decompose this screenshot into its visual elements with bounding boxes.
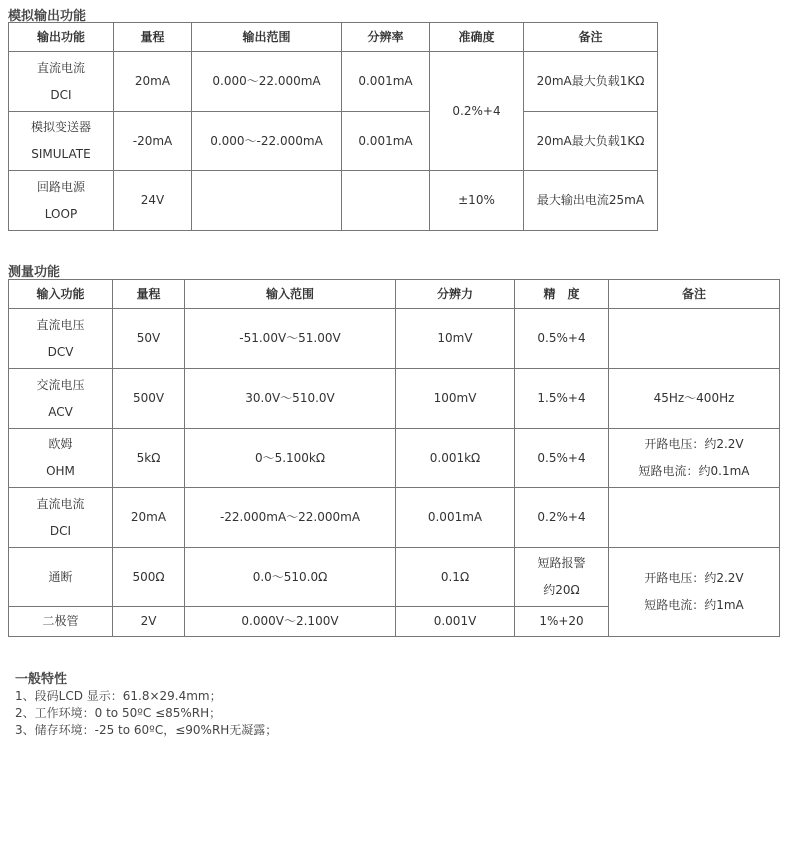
note-line: 开路电压：约2.2V <box>644 437 744 451</box>
column-header: 量程 <box>113 280 185 309</box>
column-header: 量程 <box>114 23 192 52</box>
function-name: 通断 <box>48 569 73 584</box>
note-line: 开路电压：约2.2V <box>644 571 744 585</box>
input-range-cell: -22.000mA～22.000mA <box>185 488 396 548</box>
general-title: 一般特性 <box>15 672 68 687</box>
function-cell <box>9 171 114 231</box>
general-item: 1、段码LCD 显示：61.8×29.4mm； <box>15 689 222 703</box>
note-cell <box>609 429 780 488</box>
input-range-cell: 30.0V～510.0V <box>185 369 396 429</box>
table-row <box>9 488 780 548</box>
column-header: 备注 <box>524 23 658 52</box>
function-code: DCV <box>47 344 74 359</box>
table-row <box>9 369 780 429</box>
note-line: 短路电流：约0.1mA <box>638 464 750 478</box>
column-header: 输入范围 <box>185 280 396 309</box>
input-range-cell: 0.000V～2.100V <box>185 607 396 637</box>
range-cell: 500V <box>113 369 185 429</box>
column-header: 输出范围 <box>192 23 342 52</box>
column-header: 分辨率 <box>342 23 430 52</box>
output-section-title: 模拟输出功能 <box>8 9 87 24</box>
note-cell: 最大输出电流25mA <box>524 171 658 231</box>
table-header-row <box>9 280 780 309</box>
resolution-cell: 100mV <box>396 369 515 429</box>
range-cell: 50V <box>113 309 185 369</box>
measure-spec-table <box>8 279 780 637</box>
input-range-cell: 0.0～510.0Ω <box>185 548 396 607</box>
table-row <box>9 309 780 369</box>
function-name: 交流电压 <box>36 377 85 392</box>
output-range-cell: 0.000～22.000mA <box>192 52 342 112</box>
range-cell: 24V <box>114 171 192 231</box>
accuracy-cell: 1.5%+4 <box>515 369 609 429</box>
function-cell <box>9 309 113 369</box>
function-code: SIMULATE <box>31 147 91 161</box>
table-header-row <box>9 23 658 52</box>
general-item: 3、储存环境：-25 to 60ºC，≤90%RH无凝露； <box>15 723 278 737</box>
note-cell <box>609 488 780 548</box>
resolution-cell: 10mV <box>396 309 515 369</box>
output-range-cell: 0.000～-22.000mA <box>192 112 342 171</box>
table-row <box>9 52 658 112</box>
measure-section-title: 测量功能 <box>8 265 61 280</box>
accuracy-cell: 0.2%+4 <box>430 52 524 171</box>
general-characteristics <box>15 671 277 739</box>
range-cell: 500Ω <box>113 548 185 607</box>
column-header: 输出功能 <box>9 23 114 52</box>
resolution-cell <box>342 171 430 231</box>
function-code: ACV <box>48 404 73 419</box>
note-cell: 20mA最大负载1KΩ <box>524 112 658 171</box>
table-row <box>9 112 658 171</box>
output-spec-table <box>8 22 658 231</box>
accuracy-cell: 1%+20 <box>515 607 609 637</box>
column-header: 备注 <box>609 280 780 309</box>
column-header: 分辨力 <box>396 280 515 309</box>
function-code: OHM <box>46 464 75 478</box>
resolution-cell: 0.1Ω <box>396 548 515 607</box>
resolution-cell: 0.001mA <box>342 112 430 171</box>
function-name: 回路电源 <box>36 179 85 194</box>
accuracy-cell: 0.5%+4 <box>515 429 609 488</box>
function-cell <box>9 607 113 637</box>
function-cell <box>9 112 114 171</box>
range-cell: -20mA <box>114 112 192 171</box>
note-cell: 20mA最大负载1KΩ <box>524 52 658 112</box>
function-name: 直流电流 <box>36 496 85 511</box>
function-cell <box>9 488 113 548</box>
accuracy-cell: 0.5%+4 <box>515 309 609 369</box>
function-name: 直流电压 <box>36 317 85 332</box>
table-row <box>9 171 658 231</box>
general-item: 2、工作环境：0 to 50ºC ≤85%RH； <box>15 706 222 720</box>
range-cell: 20mA <box>114 52 192 112</box>
range-cell: 2V <box>113 607 185 637</box>
function-cell <box>9 369 113 429</box>
accuracy-cell <box>515 548 609 607</box>
range-cell: 5kΩ <box>113 429 185 488</box>
column-header: 准确度 <box>430 23 524 52</box>
function-cell <box>9 429 113 488</box>
note-cell <box>609 548 780 637</box>
accuracy-cell: ±10% <box>430 171 524 231</box>
function-name: 直流电流 <box>36 60 85 75</box>
column-header: 输入功能 <box>9 280 113 309</box>
column-header: 精 度 <box>515 280 609 309</box>
function-code: LOOP <box>44 206 78 221</box>
function-name: 二极管 <box>42 614 79 628</box>
resolution-cell: 0.001V <box>396 607 515 637</box>
accuracy-line: 约20Ω <box>543 583 580 597</box>
table-row <box>9 429 780 488</box>
function-cell <box>9 548 113 607</box>
function-code: DCI <box>50 87 72 102</box>
resolution-cell: 0.001kΩ <box>396 429 515 488</box>
resolution-cell: 0.001mA <box>396 488 515 548</box>
input-range-cell: -51.00V～51.00V <box>185 309 396 369</box>
accuracy-line: 短路报警 <box>537 556 586 570</box>
input-range-cell: 0～5.100kΩ <box>185 429 396 488</box>
resolution-cell: 0.001mA <box>342 52 430 112</box>
output-range-cell <box>192 171 342 231</box>
accuracy-cell: 0.2%+4 <box>515 488 609 548</box>
function-name: 欧姆 <box>48 437 73 451</box>
note-cell <box>609 309 780 369</box>
note-line: 短路电流：约1mA <box>644 598 744 612</box>
function-name: 模拟变送器 <box>30 120 91 134</box>
function-cell <box>9 52 114 112</box>
note-cell: 45Hz～400Hz <box>609 369 780 429</box>
table-row <box>9 548 780 607</box>
function-code: DCI <box>49 523 72 538</box>
range-cell: 20mA <box>113 488 185 548</box>
